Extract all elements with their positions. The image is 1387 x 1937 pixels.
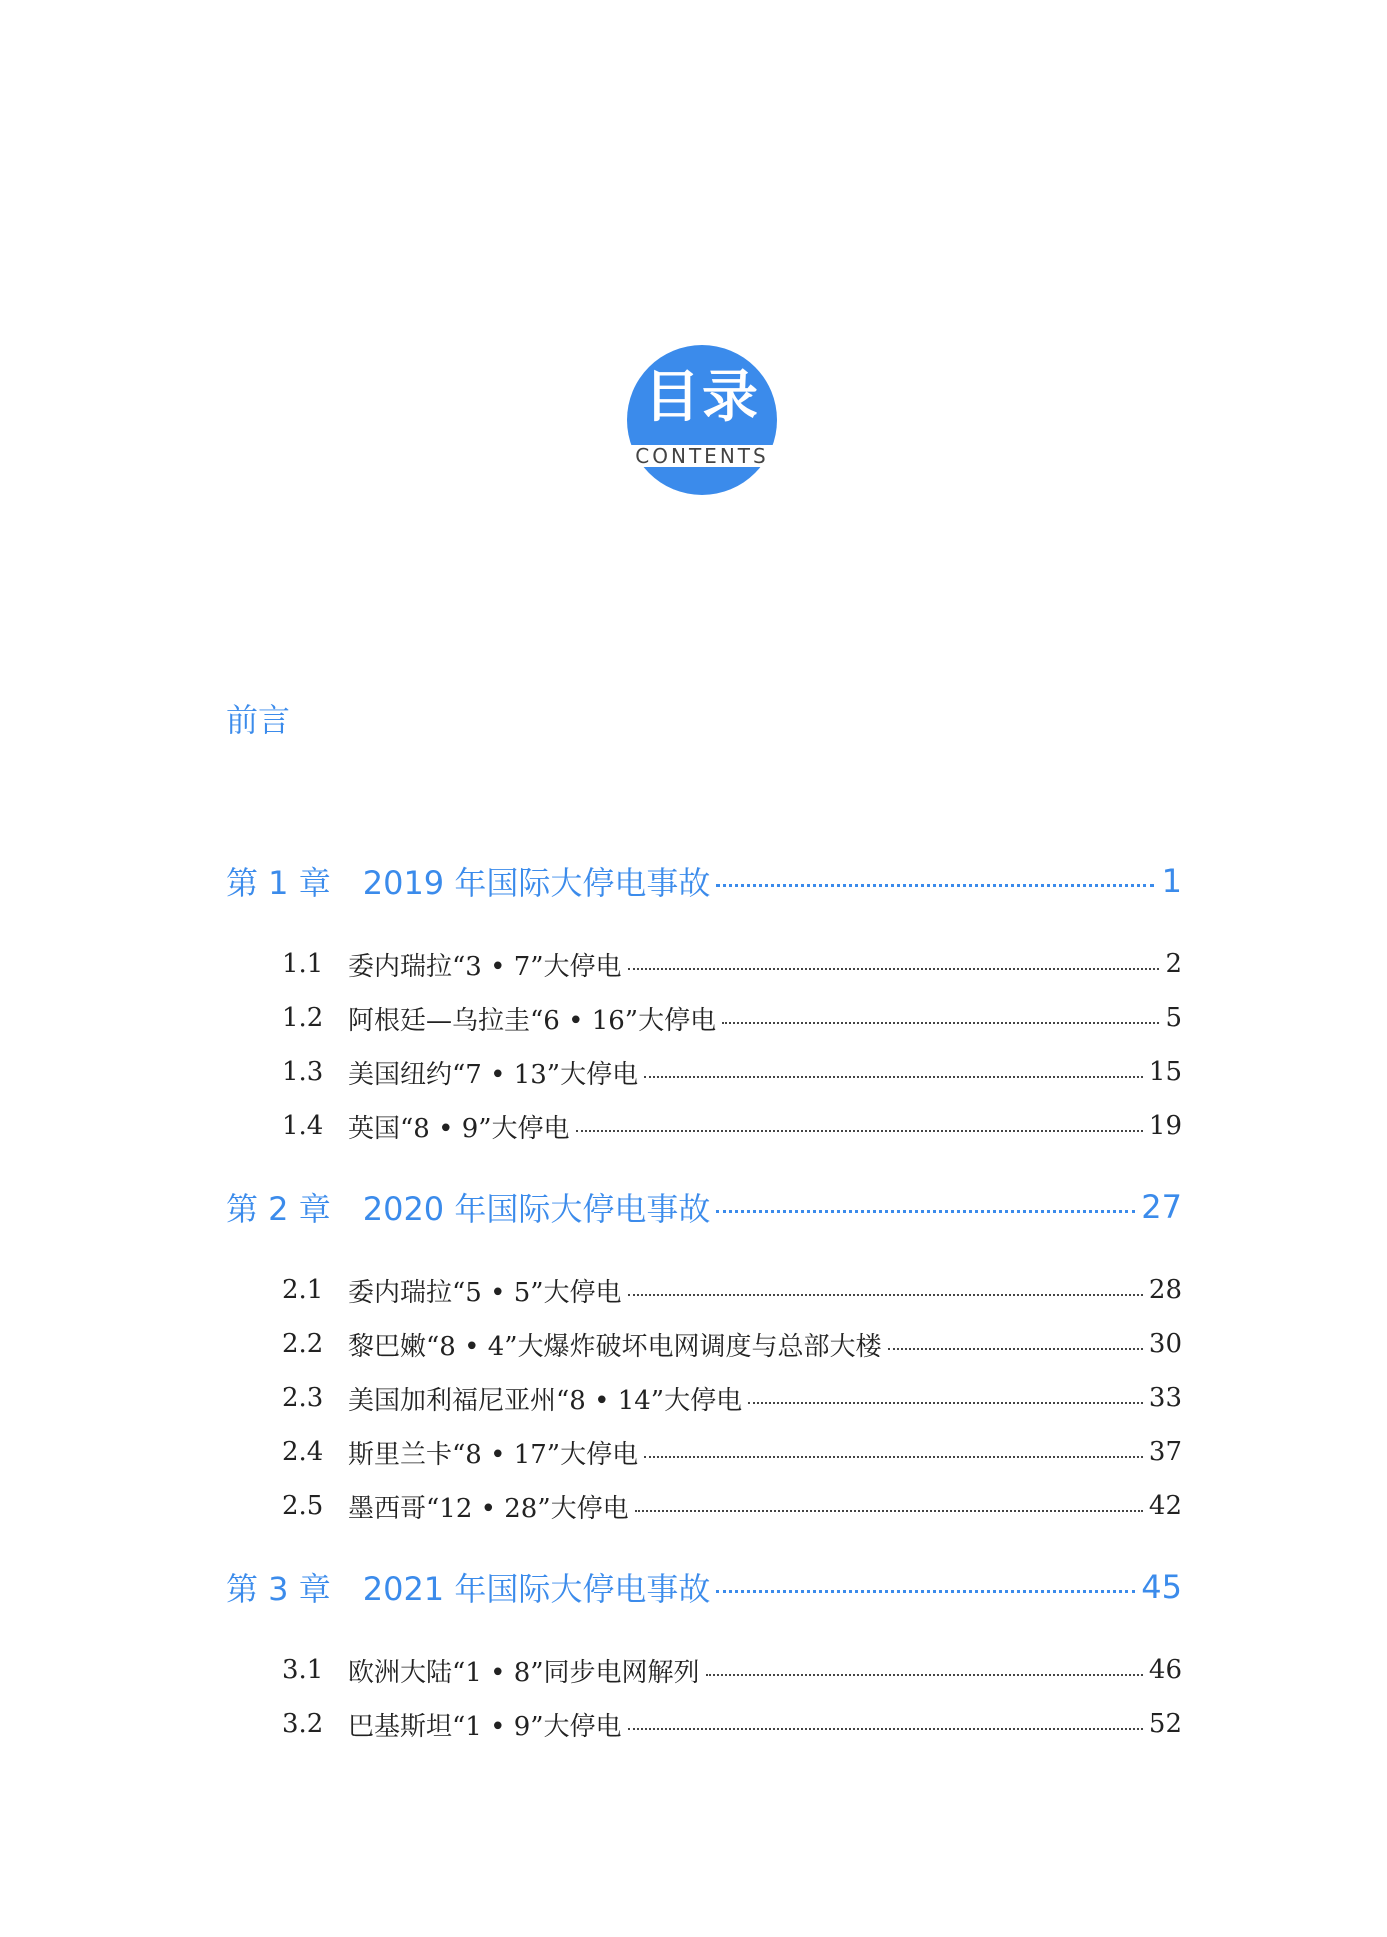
contents-badge	[627, 345, 777, 495]
dot-leader	[644, 1076, 1143, 1078]
chapter-label: 第 1 章	[226, 864, 331, 902]
section-title: 美国加利福尼亚州“8 • 14”大停电	[348, 1385, 743, 1416]
chapter-page-number: 1	[1161, 862, 1182, 900]
dot-leader	[576, 1130, 1143, 1132]
page-title: 目录	[644, 365, 760, 430]
section-page-number: 42	[1148, 1491, 1182, 1521]
section-number: 2.1	[282, 1275, 324, 1305]
section-title: 委内瑞拉“3 • 7”大停电	[348, 951, 622, 982]
chapter-page-number: 45	[1141, 1568, 1182, 1606]
section-number: 2.5	[282, 1491, 324, 1521]
dot-leader	[716, 884, 1154, 887]
dot-leader	[888, 1348, 1143, 1350]
section-page-number: 15	[1148, 1057, 1182, 1087]
page-subtitle: CONTENTS	[635, 444, 769, 468]
chapter-label: 第 2 章	[226, 1190, 331, 1228]
section-title: 欧洲大陆“1 • 8”同步电网解列	[348, 1657, 700, 1688]
section-number: 2.4	[282, 1437, 324, 1467]
dot-leader	[716, 1210, 1135, 1213]
section-page-number: 33	[1148, 1383, 1182, 1413]
section-title: 阿根廷—乌拉圭“6 • 16”大停电	[348, 1005, 717, 1036]
section-row[interactable]	[282, 1378, 1182, 1418]
section-row[interactable]	[282, 1106, 1182, 1146]
section-row[interactable]	[282, 998, 1182, 1038]
chapter-title: 2021 年国际大停电事故	[362, 1570, 711, 1608]
dot-leader	[748, 1402, 1143, 1404]
dot-leader	[628, 968, 1160, 970]
section-page-number: 52	[1148, 1709, 1182, 1739]
section-page-number: 30	[1148, 1329, 1182, 1359]
section-row[interactable]	[282, 1324, 1182, 1364]
chapter-3-row[interactable]	[226, 1563, 1182, 1611]
dot-leader	[635, 1510, 1143, 1512]
chapter-title: 2019 年国际大停电事故	[362, 864, 711, 902]
section-row[interactable]	[282, 1270, 1182, 1310]
section-page-number: 37	[1148, 1437, 1182, 1467]
section-number: 3.2	[282, 1709, 324, 1739]
chapter-2-row[interactable]	[226, 1183, 1182, 1231]
section-page-number: 2	[1165, 949, 1182, 979]
chapter-label: 第 3 章	[226, 1570, 331, 1608]
section-number: 3.1	[282, 1655, 324, 1685]
section-row[interactable]	[282, 944, 1182, 984]
dot-leader	[628, 1294, 1143, 1296]
dot-leader	[628, 1728, 1143, 1730]
section-number: 1.4	[282, 1111, 324, 1141]
section-page-number: 28	[1148, 1275, 1182, 1305]
section-page-number: 5	[1165, 1003, 1182, 1033]
section-row[interactable]	[282, 1432, 1182, 1472]
preface-link[interactable]: 前言	[226, 701, 291, 739]
section-number: 1.3	[282, 1057, 324, 1087]
section-title: 黎巴嫩“8 • 4”大爆炸破坏电网调度与总部大楼	[348, 1331, 882, 1362]
chapter-title: 2020 年国际大停电事故	[362, 1190, 711, 1228]
section-title: 斯里兰卡“8 • 17”大停电	[348, 1439, 639, 1470]
section-number: 1.1	[282, 949, 324, 979]
dot-leader	[644, 1456, 1143, 1458]
dot-leader	[706, 1674, 1143, 1676]
section-number: 1.2	[282, 1003, 324, 1033]
section-row[interactable]	[282, 1052, 1182, 1092]
section-title: 委内瑞拉“5 • 5”大停电	[348, 1277, 622, 1308]
section-page-number: 19	[1148, 1111, 1182, 1141]
section-number: 2.2	[282, 1329, 324, 1359]
dot-leader	[722, 1022, 1159, 1024]
section-title: 美国纽约“7 • 13”大停电	[348, 1059, 639, 1090]
section-title: 巴基斯坦“1 • 9”大停电	[348, 1711, 622, 1742]
section-page-number: 46	[1148, 1655, 1182, 1685]
section-row[interactable]	[282, 1650, 1182, 1690]
chapter-1-row[interactable]	[226, 857, 1182, 905]
section-row[interactable]	[282, 1704, 1182, 1744]
section-number: 2.3	[282, 1383, 324, 1413]
section-title: 墨西哥“12 • 28”大停电	[348, 1493, 629, 1524]
section-title: 英国“8 • 9”大停电	[348, 1113, 570, 1144]
section-row[interactable]	[282, 1486, 1182, 1526]
dot-leader	[716, 1590, 1135, 1593]
chapter-page-number: 27	[1141, 1188, 1182, 1226]
